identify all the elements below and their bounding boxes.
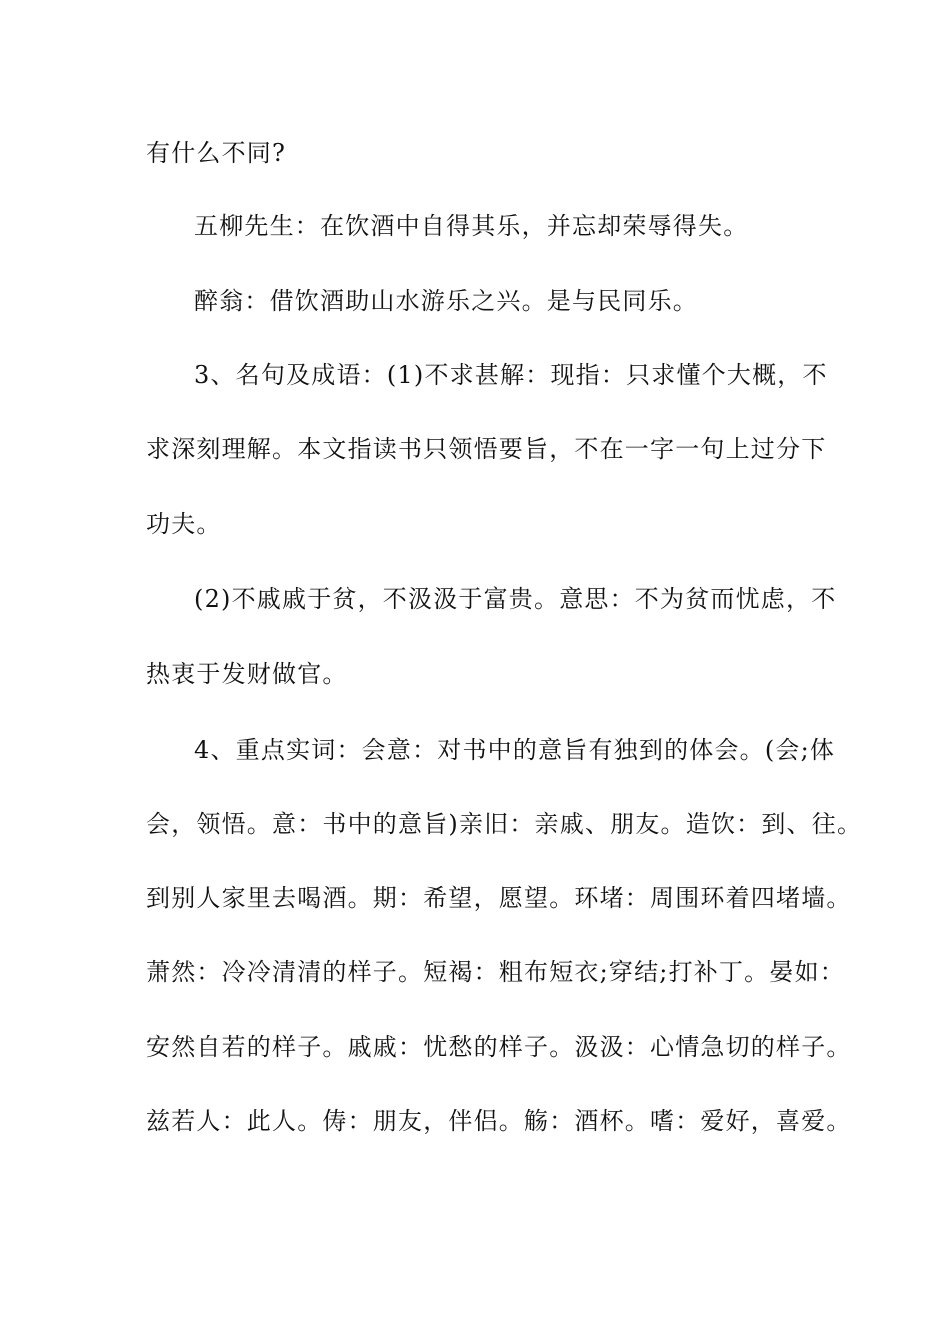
- text-line-3: 醉翁：借饮酒助山水游乐之兴。是与民同乐。: [194, 287, 698, 315]
- text-line-6: 功夫。: [146, 510, 222, 538]
- text-line-7: (2)不戚戚于贫，不汲汲于富贵。意思：不为贫而忧虑，不: [194, 585, 837, 613]
- text-line-12: 萧然：冷冷清清的样子。短褐：粗布短衣;穿结;打补丁。晏如：: [146, 958, 845, 986]
- text-line-2: 五柳先生：在饮酒中自得其乐，并忘却荣辱得失。: [194, 212, 749, 240]
- text-line-4: 3、名句及成语：(1)不求甚解：现指：只求懂个大概，不: [194, 361, 828, 389]
- text-line-9: 4、重点实词：会意：对书中的意旨有独到的体会。(会;体: [194, 736, 836, 764]
- text-line-1: 有什么不同?: [146, 139, 287, 167]
- text-line-11: 到别人家里去喝酒。期：希望，愿望。环堵：周围环着四堵墙。: [146, 884, 852, 912]
- text-line-8: 热衷于发财做官。: [146, 660, 348, 688]
- text-line-14: 兹若人：此人。俦：朋友，伴侣。觞：酒杯。嗜：爱好，喜爱。: [146, 1107, 852, 1135]
- text-line-5: 求深刻理解。本文指读书只领悟要旨，不在一字一句上过分下: [146, 435, 827, 463]
- text-line-10: 会，领悟。意：书中的意旨)亲旧：亲戚、朋友。造饮：到、往。: [146, 810, 863, 838]
- text-line-13: 安然自若的样子。戚戚：忧愁的样子。汲汲：心情急切的样子。: [146, 1033, 852, 1061]
